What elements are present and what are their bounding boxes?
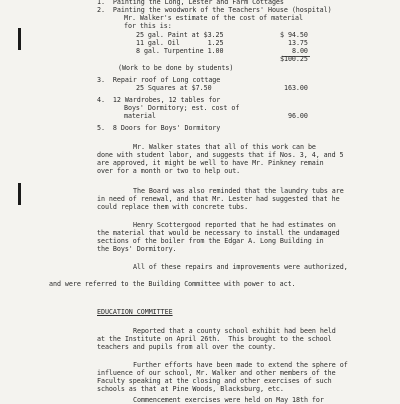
para5: and were referred to the Building Committee with power to act. <box>49 280 296 288</box>
total-amount: $100.25 <box>280 55 308 63</box>
para7-line1: Further efforts have been made to extend the sphere of <box>133 361 348 369</box>
item-4-material: material <box>124 112 156 120</box>
work-note: (Work to be done by students) <box>118 64 234 72</box>
para1-line1: Mr. Walker states that all of this work can be <box>133 143 316 151</box>
para4: All of these repairs and improvements were authorized, <box>133 263 348 271</box>
item-4-amount: 96.00 <box>288 112 308 120</box>
para3-line4: the Boys' Dormitory. <box>97 245 177 253</box>
para1-line4: over for a month or two to help out. <box>97 167 241 175</box>
para6-line1: Reported that a county school exhibit had been held <box>133 327 336 335</box>
turpentine-line: 8 gal. Turpentine 1.00 <box>136 47 224 55</box>
para6-line2: at the Institute on April 26th. This brought to the school <box>97 335 332 343</box>
para8-line1: Commencement exercises were held on May 18th for <box>133 396 324 404</box>
item-3: 3. Repair roof of Long cottage <box>97 76 221 84</box>
paint-line: 25 gal. Paint at $3.25 <box>136 31 224 39</box>
item-2: 2. Painting the woodwork of the Teachers' House (hospital) <box>97 6 332 14</box>
education-committee-heading: EDUCATION COMMITTEE <box>97 308 173 316</box>
oil-amount: 13.75 <box>288 39 308 47</box>
punch-hole-mark-middle <box>18 183 21 205</box>
item-4: 4. 12 Wardrobes, 12 tables for <box>97 96 221 104</box>
para3-line2: the material that would be necessary to install the undamaged <box>97 229 340 237</box>
para3-line3: sections of the boiler from the Edgar A. Long Building in <box>97 237 324 245</box>
para7-line4: schools as that at Pine Woods, Blacksburg, etc. <box>97 385 284 393</box>
para2-line2: in need of renewal, and that Mr. Lester had suggested that he <box>97 195 340 203</box>
item-4-dormitory: Boys' Dormitory; est. cost of <box>124 104 240 112</box>
oil-line: 11 gal. Oil 1.25 <box>136 39 224 47</box>
para1-line2: done with student labor, and suggests that if Nos. 3, 4, and 5 <box>97 151 344 159</box>
para6-line3: teachers and pupils from all over the county. <box>97 343 276 351</box>
para7-line2: influence of our school, Mr. Walker and other members of the <box>97 369 336 377</box>
para7-line3: Faculty speaking at the closing and other exercises of such <box>97 377 332 385</box>
item-3-squares: 25 Squares at $7.50 <box>136 84 212 92</box>
para2-line1: The Board was also reminded that the laundry tubs are <box>133 187 344 195</box>
turpentine-amount: 8.00 <box>292 47 308 55</box>
para1-line3: are approved, it might be well to have Mr. Pinkney remain <box>97 159 324 167</box>
para3-line1: Henry Scottergood reported that he had estimates on <box>133 221 336 229</box>
item-5: 5. 8 Doors for Boys' Dormitory <box>97 124 221 132</box>
item-2-for-this: for this is: <box>124 22 172 30</box>
punch-hole-mark-top <box>18 28 21 50</box>
para2-line3: could replace them with concrete tubs. <box>97 203 249 211</box>
item-3-amount: 163.00 <box>284 84 308 92</box>
item-1: 1. Painting the Long, Lester and Farm Cottages <box>97 0 284 6</box>
paint-amount: $ 94.50 <box>280 31 308 39</box>
item-2-estimate-line: Mr. Walker's estimate of the cost of material <box>124 14 303 22</box>
